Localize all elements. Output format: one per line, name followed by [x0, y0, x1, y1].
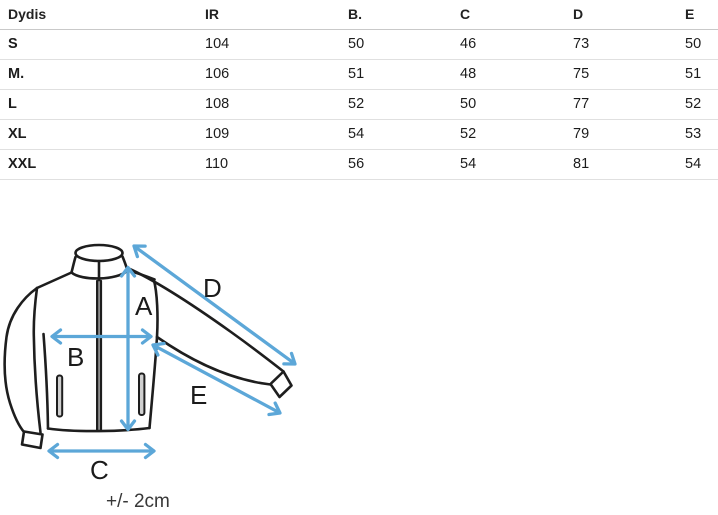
- table-row-xl: [0, 119, 718, 149]
- label-b: B: [67, 341, 85, 372]
- size-value: 48: [452, 59, 565, 89]
- jacket-measurement-figure: [0, 215, 718, 515]
- size-value: 73: [565, 29, 677, 59]
- size-value: 50: [677, 29, 718, 59]
- size-value: 56: [340, 149, 452, 179]
- jacket-outline-icon: [5, 245, 292, 448]
- size-value: 50: [340, 29, 452, 59]
- size-label: XXL: [0, 149, 197, 179]
- left-sleeve-inner: [34, 288, 41, 433]
- right-pocket: [139, 373, 144, 415]
- column-header-b: B.: [340, 0, 452, 29]
- table-row-m: [0, 59, 718, 89]
- column-header-d: D: [565, 0, 677, 29]
- column-header-c: C: [452, 0, 565, 29]
- size-value: 52: [452, 119, 565, 149]
- left-cuff: [22, 431, 43, 448]
- size-value: 46: [452, 29, 565, 59]
- measure-arrow-a-icon: [122, 267, 135, 429]
- size-value: 108: [197, 89, 340, 119]
- column-header-dydis: Dydis: [0, 0, 197, 29]
- body-left-edge: [44, 334, 49, 429]
- tolerance-note: +/- 2cm: [106, 490, 170, 512]
- size-value: 109: [197, 119, 340, 149]
- table-row-xxl: [0, 149, 718, 179]
- label-a: A: [135, 290, 153, 321]
- size-value: 51: [340, 59, 452, 89]
- jacket-diagram: [0, 215, 340, 515]
- size-value: 110: [197, 149, 340, 179]
- size-value: 51: [677, 59, 718, 89]
- size-value: 79: [565, 119, 677, 149]
- table-row-s: [0, 29, 718, 59]
- column-header-ir: IR: [197, 0, 340, 29]
- size-value: 104: [197, 29, 340, 59]
- table-row-l: [0, 89, 718, 119]
- size-label: L: [0, 89, 197, 119]
- size-value: 54: [340, 119, 452, 149]
- label-e: E: [190, 379, 208, 410]
- size-label: S: [0, 29, 197, 59]
- size-value: 106: [197, 59, 340, 89]
- size-chart-body: [0, 29, 718, 179]
- size-value: 52: [677, 89, 718, 119]
- size-label: M.: [0, 59, 197, 89]
- size-chart-header: [0, 0, 718, 29]
- label-d: D: [203, 272, 222, 303]
- size-value: 52: [340, 89, 452, 119]
- header-row: [0, 0, 718, 29]
- size-value: 75: [565, 59, 677, 89]
- size-chart-table: [0, 0, 718, 180]
- left-pocket: [57, 375, 62, 416]
- left-shoulder: [37, 272, 72, 288]
- collar-left: [72, 257, 76, 273]
- left-sleeve-outer: [5, 288, 37, 432]
- size-value: 53: [677, 119, 718, 149]
- size-value: 77: [565, 89, 677, 119]
- size-value: 54: [452, 149, 565, 179]
- column-header-e: E: [677, 0, 718, 29]
- size-value: 50: [452, 89, 565, 119]
- collar-top: [76, 245, 123, 261]
- size-value: 54: [677, 149, 718, 179]
- size-value: 81: [565, 149, 677, 179]
- right-cuff: [271, 371, 292, 397]
- hem: [48, 428, 150, 431]
- size-label: XL: [0, 119, 197, 149]
- label-c: C: [90, 454, 109, 485]
